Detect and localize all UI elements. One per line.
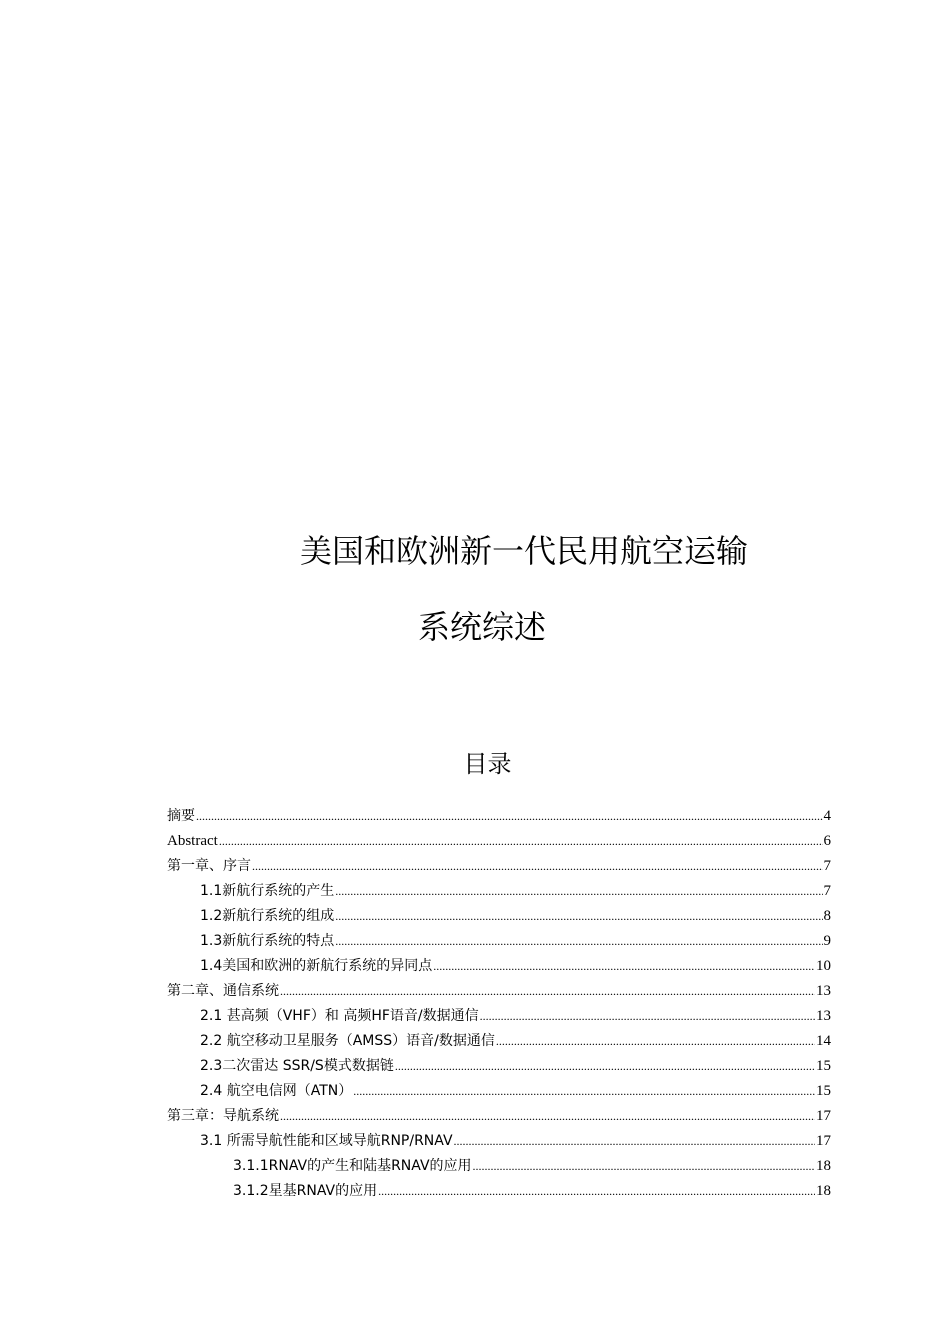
toc-leader-dots [280,1107,815,1125]
toc-entry[interactable] [167,800,831,825]
toc-entry[interactable] [167,1050,831,1075]
toc-entry[interactable] [167,1150,831,1175]
document-title-line-1: 美国和欧洲新一代民用航空运输 [300,532,749,570]
toc-leader-dots [335,907,822,925]
toc-entry-label: 1.1新航行系统的产生 [200,883,335,899]
toc-entry[interactable] [167,1100,831,1125]
toc-entry-page: 15 [816,1083,831,1099]
toc-entry-label: 2.1 甚高频（VHF）和 高频HF语音/数据通信 [200,1008,479,1024]
toc-entry[interactable] [167,1175,831,1200]
toc-leader-dots [480,1007,815,1025]
toc-entry-page: 7 [823,883,831,899]
toc-entry[interactable] [167,875,831,900]
toc-leader-dots [433,957,815,975]
toc-entry[interactable] [167,950,831,975]
toc-entry-page: 4 [823,808,831,824]
toc-entry-label: 第二章、通信系统 [167,983,279,999]
toc-entry[interactable] [167,825,831,850]
toc-heading: 目录 [463,750,512,778]
toc-entry[interactable] [167,1125,831,1150]
toc-entry-page: 18 [816,1183,831,1199]
toc-entry[interactable] [167,925,831,950]
toc-entry-page: 6 [823,833,831,849]
toc-entry-label: 第三章：导航系统 [167,1108,279,1124]
toc-leader-dots [353,1082,815,1100]
toc-leader-dots [454,1132,815,1150]
toc-entry-label: 2.4 航空电信网（ATN） [200,1083,353,1099]
toc-leader-dots [496,1032,815,1050]
toc-leader-dots [252,857,823,875]
toc-entry[interactable] [167,975,831,1000]
toc-leader-dots [196,807,823,825]
toc-entry-label: 3.1.1RNAV的产生和陆基RNAV的应用 [233,1158,472,1174]
toc-leader-dots [378,1182,815,1200]
toc-entry-page: 10 [816,958,831,974]
toc-leader-dots [473,1157,815,1175]
toc-leader-dots [395,1057,815,1075]
toc-entry-label: 1.3新航行系统的特点 [200,933,335,949]
toc-entry-page: 13 [816,983,831,999]
toc-entry-label: 3.1 所需导航性能和区域导航RNP/RNAV [200,1133,453,1149]
toc-entry-page: 7 [823,858,831,874]
toc-leader-dots [280,982,815,1000]
toc-entry-label: 第一章、序言 [167,858,251,874]
toc-entry-page: 17 [816,1108,831,1124]
toc-entry-page: 17 [816,1133,831,1149]
toc-entry-label: 2.3二次雷达 SSR/S模式数据链 [200,1058,394,1074]
toc-entry-page: 14 [816,1033,831,1049]
toc-entry-label: 2.2 航空移动卫星服务（AMSS）语音/数据通信 [200,1033,495,1049]
toc-entry[interactable] [167,1025,831,1050]
toc-entry-page: 8 [823,908,831,924]
table-of-contents [167,800,831,1200]
toc-entry-label: 摘要 [167,808,195,824]
toc-leader-dots [219,832,823,850]
document-title-line-2: 系统综述 [418,608,547,646]
toc-entry-label: 1.4美国和欧洲的新航行系统的异同点 [200,958,433,974]
toc-leader-dots [335,882,822,900]
toc-entry-page: 9 [823,933,831,949]
toc-entry[interactable] [167,1075,831,1100]
toc-entry[interactable] [167,900,831,925]
toc-entry-page: 18 [816,1158,831,1174]
toc-entry-page: 13 [816,1008,831,1024]
toc-entry[interactable] [167,850,831,875]
toc-entry[interactable] [167,1000,831,1025]
toc-entry-label: Abstract [167,833,218,849]
toc-entry-label: 1.2新航行系统的组成 [200,908,335,924]
toc-entry-label: 3.1.2星基RNAV的应用 [233,1183,378,1199]
toc-entry-page: 15 [816,1058,831,1074]
toc-leader-dots [335,932,822,950]
